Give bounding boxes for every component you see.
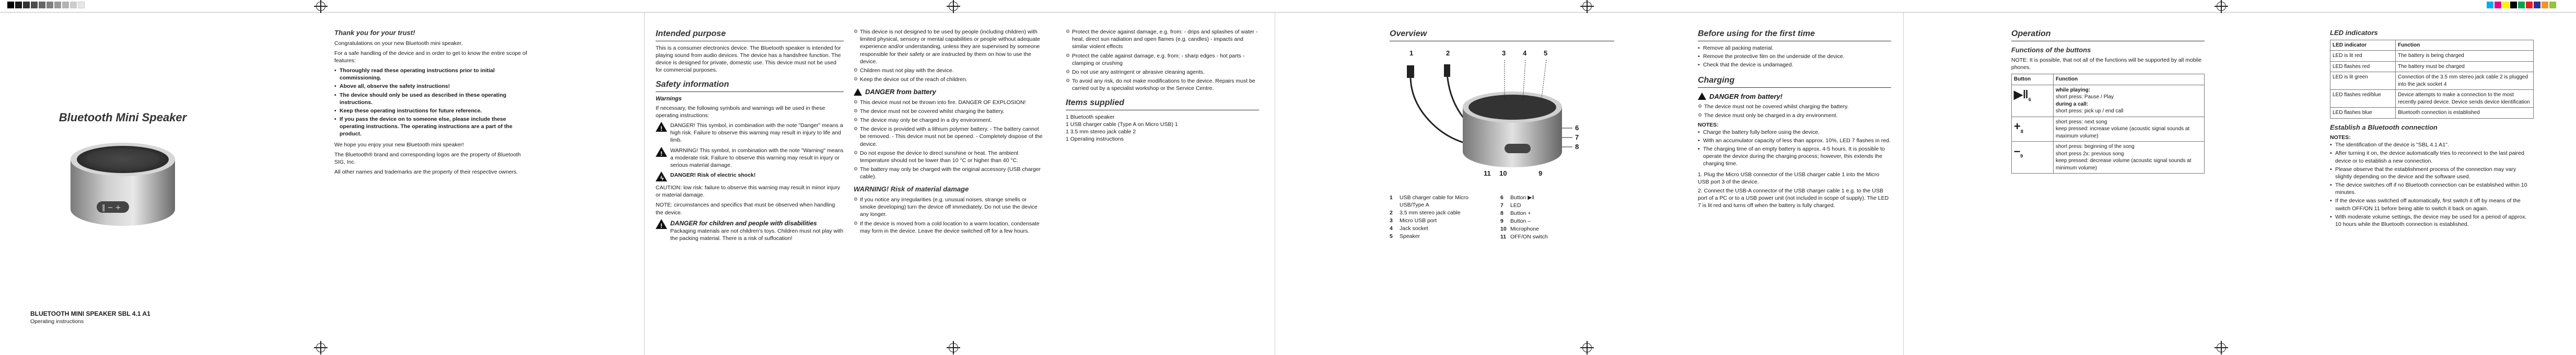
swatch bbox=[62, 2, 69, 8]
swatch bbox=[2502, 2, 2509, 8]
registration-mark-icon bbox=[316, 343, 325, 352]
charging-notes: • Charge the battery fully before using the device. • With an accumulator capacity of less than approx. 10%, LED 7 flashes in red. • The charging time of an empty battery is approx. 4-5 hours. It is possible to operate the device during the charging process; however, this extends the charging time. bbox=[1698, 129, 1891, 168]
thanks-column-content: Thank you for your trust! Congratulations on your new Bluetooth mini speaker. For a safe handling of the device and in order to get to know the entire scope of features: • Thoroughly read these operating instructions prior to initial commissioning. • Above all, observe the safety instructions! • The device should only be used as described in these operating instructions. • Keep these operating instructions for future reference. • If you pass the device on to someone else, please include these operating instructions. The operating instructions are a part of the product. We hope you enjoy your new Bluetooth mini speaker! The Bluetooth® brand and corresponding logos are the property of Bluetooth SIG, Inc. All other names and trademarks are the property of their respective owners. bbox=[334, 28, 528, 178]
callout: 9 bbox=[1538, 169, 1543, 177]
operation-column bbox=[2011, 28, 2205, 174]
fold-line bbox=[1903, 13, 1904, 355]
notes-note: NOTE: circumstances and specifics that must be observed when handling the device. bbox=[656, 202, 835, 216]
safety-continued-column bbox=[854, 28, 1044, 236]
overview-legend: 1 USB charger cable for Micro USB/Type A 2 3.5 mm stereo jack cable 3 Micro USB port 4 Jack socket 5 Speaker 6 Button ▶‖ 7 LED 8 Button + 9 Button – 10 Microphone 11 OFF/ON switch bbox=[1390, 194, 1548, 241]
overview-diagram bbox=[1390, 44, 1614, 186]
table-row: $+_8$ short press: next song keep pressed: increase volume (acoustic signal sounds at maximum volume) bbox=[2012, 117, 2205, 142]
warnings-intro: If necessary, the following symbols and warnings will be used in these operating instructions: bbox=[656, 105, 825, 119]
registration-mark-icon bbox=[2217, 2, 2226, 11]
registration-mark-icon bbox=[2217, 343, 2226, 352]
swatch bbox=[31, 2, 38, 8]
swatch bbox=[2495, 2, 2501, 8]
swatch bbox=[46, 2, 53, 8]
before-charging-column bbox=[1698, 28, 1891, 211]
table-row: LED flashes blue Bluetooth connection is established bbox=[2330, 108, 2534, 119]
led-table: LED indicator Function LED is lit red The battery is being charged LED flashes red The battery must be charged LED is lit green Connection of the 3.5 mm stereo jack cable 2 is plugged into the jack socket 4 LED flashes red/blue Device attempts to make a connection to the most recently paired device. Device sends device identification LED flashes blue Bluetooth connection is established bbox=[2330, 40, 2534, 119]
swatch bbox=[54, 2, 61, 8]
warning-triangle-icon bbox=[854, 88, 862, 96]
warning-triangle-icon bbox=[1698, 93, 1706, 100]
registration-mark-icon bbox=[1582, 2, 1592, 11]
table-row: LED is lit green Connection of the 3.5 mm stereo jack cable 2 is plugged into the jack socket 4 bbox=[2330, 72, 2534, 90]
charging-danger-heading: DANGER from battery! bbox=[1698, 92, 1891, 101]
swatch bbox=[70, 2, 77, 8]
registration-mark-icon bbox=[1582, 343, 1592, 352]
callout: 6 bbox=[1575, 123, 1579, 132]
print-registration-strip bbox=[0, 0, 2576, 13]
play-pause-icon: $▶‖_6$ bbox=[2012, 85, 2054, 117]
battery-danger-heading: DANGER from battery bbox=[854, 87, 1044, 97]
svg-text:‖ − +: ‖ − + bbox=[102, 204, 121, 212]
callout: 8 bbox=[1575, 142, 1579, 151]
swatch bbox=[15, 2, 22, 8]
swatch bbox=[2487, 2, 2493, 8]
cover-panel bbox=[47, 110, 199, 125]
charging-step: 1. Plug the Micro USB connector of the USB charger cable 1 into the Micro USB port 3 of the device. bbox=[1698, 171, 1880, 185]
callout: 1 bbox=[1409, 49, 1414, 57]
callout: 10 bbox=[1499, 169, 1507, 177]
overview-heading: Overview bbox=[1390, 28, 1614, 41]
material-damage-heading: WARNING! Risk of material damage bbox=[854, 185, 969, 193]
table-row: $▶‖_6$ while playing: short press: Pause / Play during a call: short press: pick up / end call bbox=[2012, 85, 2205, 117]
bt-notes-label: NOTES: bbox=[2330, 134, 2351, 141]
operation-heading: Operation bbox=[2011, 28, 2205, 41]
callout: 7 bbox=[1575, 133, 1579, 141]
charging-heading: Charging bbox=[1698, 75, 1891, 88]
charging-danger-list: ⚙ The device must not be covered whilst charging the battery. ⚙ The device must only be charged in a dry environment. bbox=[1698, 103, 1891, 119]
callout: 4 bbox=[1523, 49, 1527, 57]
lightning-icon: ϟ bbox=[656, 171, 667, 181]
registration-mark-icon bbox=[949, 343, 958, 352]
thanks-bullets: • Thoroughly read these operating instructions prior to initial commissioning. • Above all, observe the safety instructions! • The device should only be used as described in these operating instructions. • Keep these operating instructions for future reference. • If you pass the device on to someone else, please include these operating instructions. The operating instructions are a part of the product. bbox=[334, 67, 528, 138]
before-use-heading: Before using for the first time bbox=[1698, 28, 1891, 41]
protection-list: ⚙ Protect the device against damage, e.g. from: - drips and splashes of water - heat, direct sun radiation and open flames (e.g. candles) - impacts and similar violent effects ⚙ Protect the cable against damage, e.g. from: - sharp edges - hot parts - clamping or crushing ⚙ Do not use any astringent or abrasive cleaning agents. ⚙ To avoid any risk, do not make modifications to the device. Repairs must be carried out by a specialist workshop or the Service Centre. bbox=[1066, 28, 1259, 92]
swatch bbox=[2510, 2, 2517, 8]
buttons-table: Button Function $▶‖_6$ while playing: short press: Pause / Play during a call: short press: pick up / end call $+_8$ short press: next song keep pressed: increase volume (acoustic signal sounds at maximum volume) $-_9$ short press: beginning of the song short press 2x: previous song keep pressed: decrease volume (acoustic signal sounds at minimum volume) bbox=[2011, 74, 2205, 174]
intended-safety-column bbox=[656, 28, 844, 245]
swatch bbox=[2518, 2, 2525, 8]
supplied-list: 1 Bluetooth speaker 1 USB charger cable (Type A on Micro USB) 1 1 3.5 mm stereo jack cable 2 1 Operating instructions bbox=[1066, 113, 1178, 143]
swatch bbox=[78, 2, 85, 8]
speaker-product-image bbox=[60, 133, 185, 233]
intended-heading: Intended purpose bbox=[656, 28, 844, 41]
functions-heading: Functions of the buttons bbox=[2011, 45, 2091, 54]
supplied-heading: Items supplied bbox=[1066, 97, 1259, 110]
warning-note: ! WARNING! This symbol, in combination with the note "Warning" means a moderate risk. Failure to observe this warning may result in injury or serious material damage. bbox=[656, 147, 844, 169]
registration-mark-icon bbox=[949, 2, 958, 11]
callout: 11 bbox=[1484, 169, 1491, 177]
fold-line bbox=[644, 13, 645, 355]
plus-icon: $+_8$ bbox=[2012, 117, 2054, 142]
overview-column bbox=[1390, 28, 1614, 242]
shock-note: ϟ DANGER! Risk of electric shock! bbox=[656, 171, 844, 181]
danger-note: ! DANGER! This symbol, in combination with the note "Danger" means a high risk. Failure to observe this warning may result in injury to life and limb. bbox=[656, 122, 844, 144]
swatch bbox=[23, 2, 30, 8]
swatch bbox=[39, 2, 45, 8]
swatch bbox=[2542, 2, 2548, 8]
intended-text: This is a consumer electronics device. The Bluetooth speaker is intended for playing sound from audio devices. The device has a handsfree function. The device is designed for private, domestic use. This device must not be used for commercial purposes. bbox=[656, 44, 841, 74]
grayscale-swatches bbox=[7, 2, 85, 8]
caution-note: CAUTION: low risk: failure to observe this warning may result in minor injury or material damage. bbox=[656, 185, 841, 199]
swatch bbox=[7, 2, 14, 8]
bt-notes: • The identification of the device is "SBL 4.1 A1". • After turning it on, the device automatically tries to reconnect to the last paired device or to establish a new connection. • Please observe that the establishment process of the connection may vary slightly depending on the device and the software used. • The device switches off if no Bluetooth connection can be established within 10 minutes. • If the device was switched off automatically, first switch it off by means of the switch OFF/ON 11 before being able to switch it back on again. • With moderate volume settings, the device may be used for a period of approx. 10 hours while the Bluetooth connection is established. bbox=[2330, 141, 2534, 228]
cmyk-swatches bbox=[2487, 2, 2556, 8]
material-list: ⚙ If you notice any irregularities (e.g. unusual noises, strange smells or smoke developing) turn the device off immediately. Do not use the device any longer. ⚙ If the device is moved from a cold location to a warm location, condensate may form in the device. Leave the device switched off for a few hours. bbox=[854, 196, 1044, 235]
cover-footer bbox=[30, 310, 239, 325]
led-heading: LED indicators bbox=[2330, 29, 2378, 37]
operation-note: NOTE: It is possible, that not all of the functions will be supported by all mobile phones. bbox=[2011, 57, 2202, 71]
registration-mark-icon bbox=[316, 2, 325, 11]
safety-heading: Safety information bbox=[656, 79, 844, 92]
callout: 3 bbox=[1502, 49, 1506, 57]
warning-triangle-icon: ! bbox=[656, 219, 667, 229]
led-column bbox=[2330, 28, 2534, 231]
battery-list: ⚙ This device must not be thrown into fire. DANGER OF EXPLOSION! ⚙ The device must not be covered whilst charging the battery. ⚙ The device may only be charged in a dry environment. ⚙ The device is provided with a lithium polymer battery. - The battery cannot be removed. - This device must not be opened. - Completely dispose of the device. ⚙ Do not expose the device to direct sunshine or heat. The ambient temperature should not be lower than 10 °C or higher than 40 °C. ⚙ The battery may only be charged with the original accessory (USB charger cable). bbox=[854, 99, 1044, 181]
table-row: LED flashes red The battery must be charged bbox=[2330, 61, 2534, 72]
table-row: LED is lit red The battery is being charged bbox=[2330, 51, 2534, 62]
swatch bbox=[2549, 2, 2556, 8]
bluetooth-heading: Establish a Bluetooth connection bbox=[2330, 123, 2438, 131]
cover-subtitle: Operating instructions bbox=[30, 318, 84, 325]
swatch bbox=[2526, 2, 2533, 8]
warnings-label: Warnings bbox=[656, 95, 682, 102]
charging-step: 2. Connect the USB-A connector of the USB charger cable 1 e.g. to the USB port of a PC or to a USB power unit (not included in scope of supply). The LED 7 is lit red and turns off when the battery is fully charged. bbox=[1698, 187, 1889, 209]
charging-notes-label: NOTES: bbox=[1698, 121, 1719, 128]
minus-icon: $-_9$ bbox=[2012, 142, 2054, 174]
table-row: LED flashes red/blue Device attempts to make a connection to the most recently paired device. Device sends device identification bbox=[2330, 90, 2534, 108]
warning-triangle-icon: ! bbox=[656, 147, 667, 157]
callout: 5 bbox=[1544, 49, 1548, 57]
swatch bbox=[2534, 2, 2540, 8]
thanks-heading: Thank you for your trust! bbox=[334, 29, 415, 37]
cover-model: BLUETOOTH MINI SPEAKER SBL 4.1 A1 bbox=[30, 310, 150, 317]
safety-list: ⚙ This device is not designed to be used by people (including children) with limited physical, sensory or mental capabilities or people without adequate experience and/or understanding, unless they are supervised by someone responsible for their safety or are instructed by them on how to use the device. ⚙ Children must not play with the device. ⚙ Keep the device out of the reach of children. bbox=[854, 28, 1044, 83]
warning-triangle-icon: ! bbox=[656, 122, 667, 132]
children-danger: ! DANGER for children and people with disabilities Packaging materials are not children's toys. Children must not play with the packing material. There is a risk of suffocation! bbox=[656, 219, 844, 243]
protection-column bbox=[1066, 28, 1259, 143]
cover-title: Bluetooth Mini Speaker bbox=[59, 111, 187, 124]
callout: 2 bbox=[1446, 49, 1450, 57]
before-use-list: • Remove all packing material. • Remove the protective film on the underside of the device. • Check that the device is undamaged. bbox=[1698, 44, 1891, 69]
table-row: $-_9$ short press: beginning of the song short press 2x: previous song keep pressed: decrease volume (acoustic signal sounds at minimum volume) bbox=[2012, 142, 2205, 174]
